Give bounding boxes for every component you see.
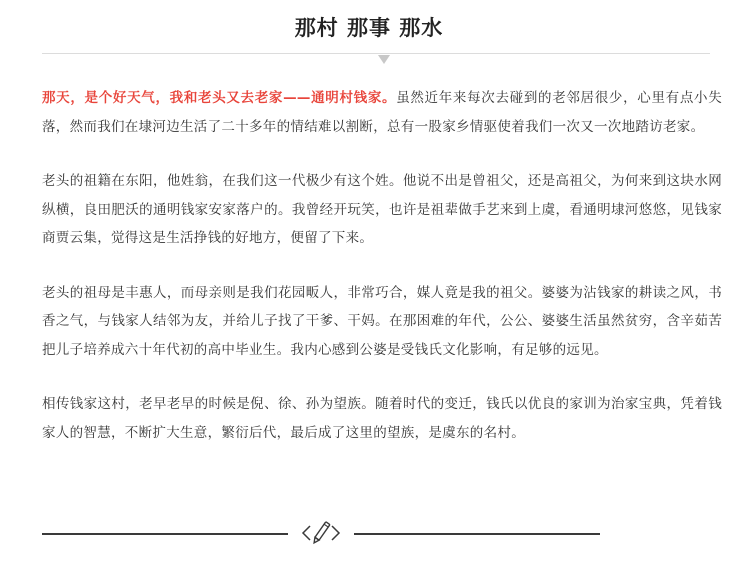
paragraph-text: 老头的祖籍在东阳，他姓翁，在我们这一代极少有这个姓。他说不出是曾祖父，还是高祖父，为何来到这块水网纵横，良田肥沃的通明钱家安家落户的。我曾经开玩笑，也许是祖辈做手艺来到上虞，看通明埭河悠悠，见钱家商贾云集，觉得这是生活挣钱的好地方，便留了下来。 — [42, 173, 722, 246]
article-body — [42, 84, 722, 473]
end-divider-line-left — [42, 533, 288, 535]
title-divider — [42, 53, 710, 54]
end-divider-line-right — [354, 533, 600, 535]
paragraph-4 — [42, 390, 722, 447]
lead-sentence: 那天，是个好天气，我和老头又去老家——通明村钱家。 — [42, 90, 397, 106]
paragraph-2 — [42, 167, 722, 253]
caret-down-icon — [378, 55, 390, 64]
paragraph-text: 虽然近年来每次去碰到的老邻居很少，心里有点小失落，然而我们在埭河边生活了二十多年的情结难以割断，总有一股家乡情驱使着我们一次又一次地踏访老家。 — [42, 90, 723, 135]
paragraph-3 — [42, 279, 722, 365]
page-title: 那村 那事 那水 — [294, 16, 444, 40]
end-divider — [0, 518, 738, 546]
paragraph-text: 相传钱家这村，老早老早的时候是倪、徐、孙为望族。随着时代的变迁，钱氏以优良的家训为治家宝典，凭着钱家人的智慧，不断扩大生意，繁衍后代，最后成了这里的望族，是虞东的名村。 — [42, 396, 722, 441]
pen-icon — [298, 518, 344, 548]
paragraph-text: 老头的祖母是丰惠人，而母亲则是我们花园畈人，非常巧合，媒人竟是我的祖父。婆婆为沾钱家的耕读之风，书香之气，与钱家人结邻为友，并给儿子找了干爹、干妈。在那困难的年代，公公、婆婆生活虽然贫穷，含辛茹苦把儿子培养成六十年代初的高中毕业生。我内心感到公婆是受钱氏文化影响，有足够的远见。 — [42, 284, 722, 358]
paragraph-1 — [42, 84, 722, 141]
